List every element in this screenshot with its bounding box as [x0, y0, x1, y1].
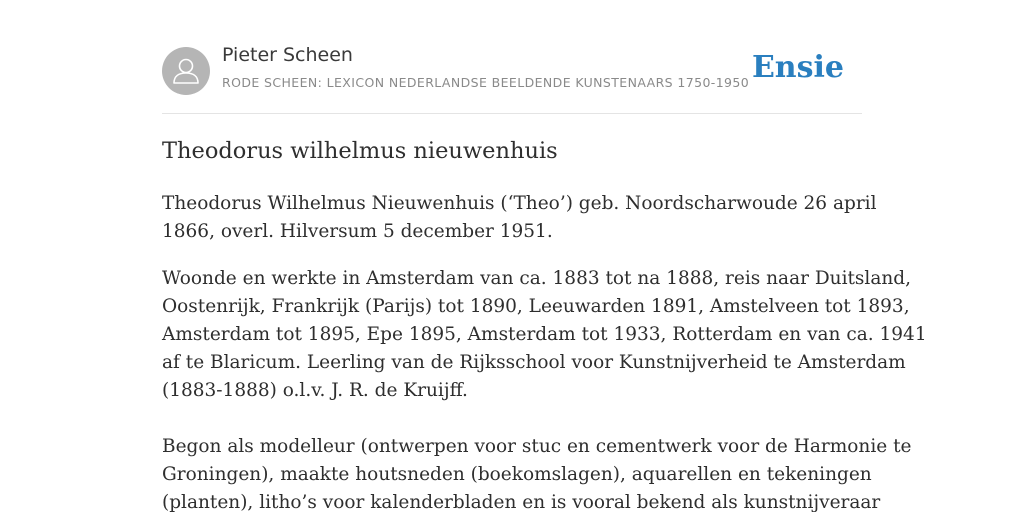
ensie-logo[interactable]: Ensie [751, 50, 844, 85]
header [162, 0, 862, 114]
paragraph-line: 1866, overl. Hilversum 5 december 1951. [162, 221, 553, 242]
paragraph-line: (planten), litho’s voor kalenderbladen en is vooral bekend als kunstnijveraar [162, 492, 881, 512]
article-paragraph [162, 433, 912, 512]
paragraph-line: Begon als modelleur (ontwerpen voor stuc en cementwerk voor de Harmonie te [162, 436, 912, 457]
paragraph-line: af te Blaricum. Leerling van de Rijksschool voor Kunstnijverheid te Amsterdam [162, 352, 906, 373]
paragraph-line: Woonde en werkte in Amsterdam van ca. 1883 tot na 1888, reis naar Duitsland, [162, 268, 911, 289]
user-avatar-icon[interactable] [162, 47, 210, 95]
source-title[interactable]: RODE SCHEEN: LEXICON NEDERLANDSE BEELDENDE KUNSTENAARS 1750-1950 [222, 75, 750, 90]
paragraph-line: (1883-1888) o.l.v. J. R. de Kruijff. [162, 380, 468, 401]
page-title: Theodorus wilhelmus nieuwenhuis [162, 138, 558, 164]
paragraph-line: Oostenrijk, Frankrijk (Parijs) tot 1890, Leeuwarden 1891, Amstelveen tot 1893, [162, 296, 910, 317]
article-container [162, 0, 927, 512]
paragraph-line: Amsterdam tot 1895, Epe 1895, Amsterdam tot 1933, Rotterdam en van ca. 1941 [162, 324, 927, 345]
article-paragraph [162, 190, 877, 246]
paragraph-line: Theodorus Wilhelmus Nieuwenhuis (‘Theo’) geb. Noordscharwoude 26 april [162, 193, 877, 214]
article-paragraph [162, 265, 927, 405]
author-name[interactable]: Pieter Scheen [222, 44, 353, 66]
paragraph-line: Groningen), maakte houtsneden (boekomslagen), aquarellen en tekeningen [162, 464, 872, 485]
